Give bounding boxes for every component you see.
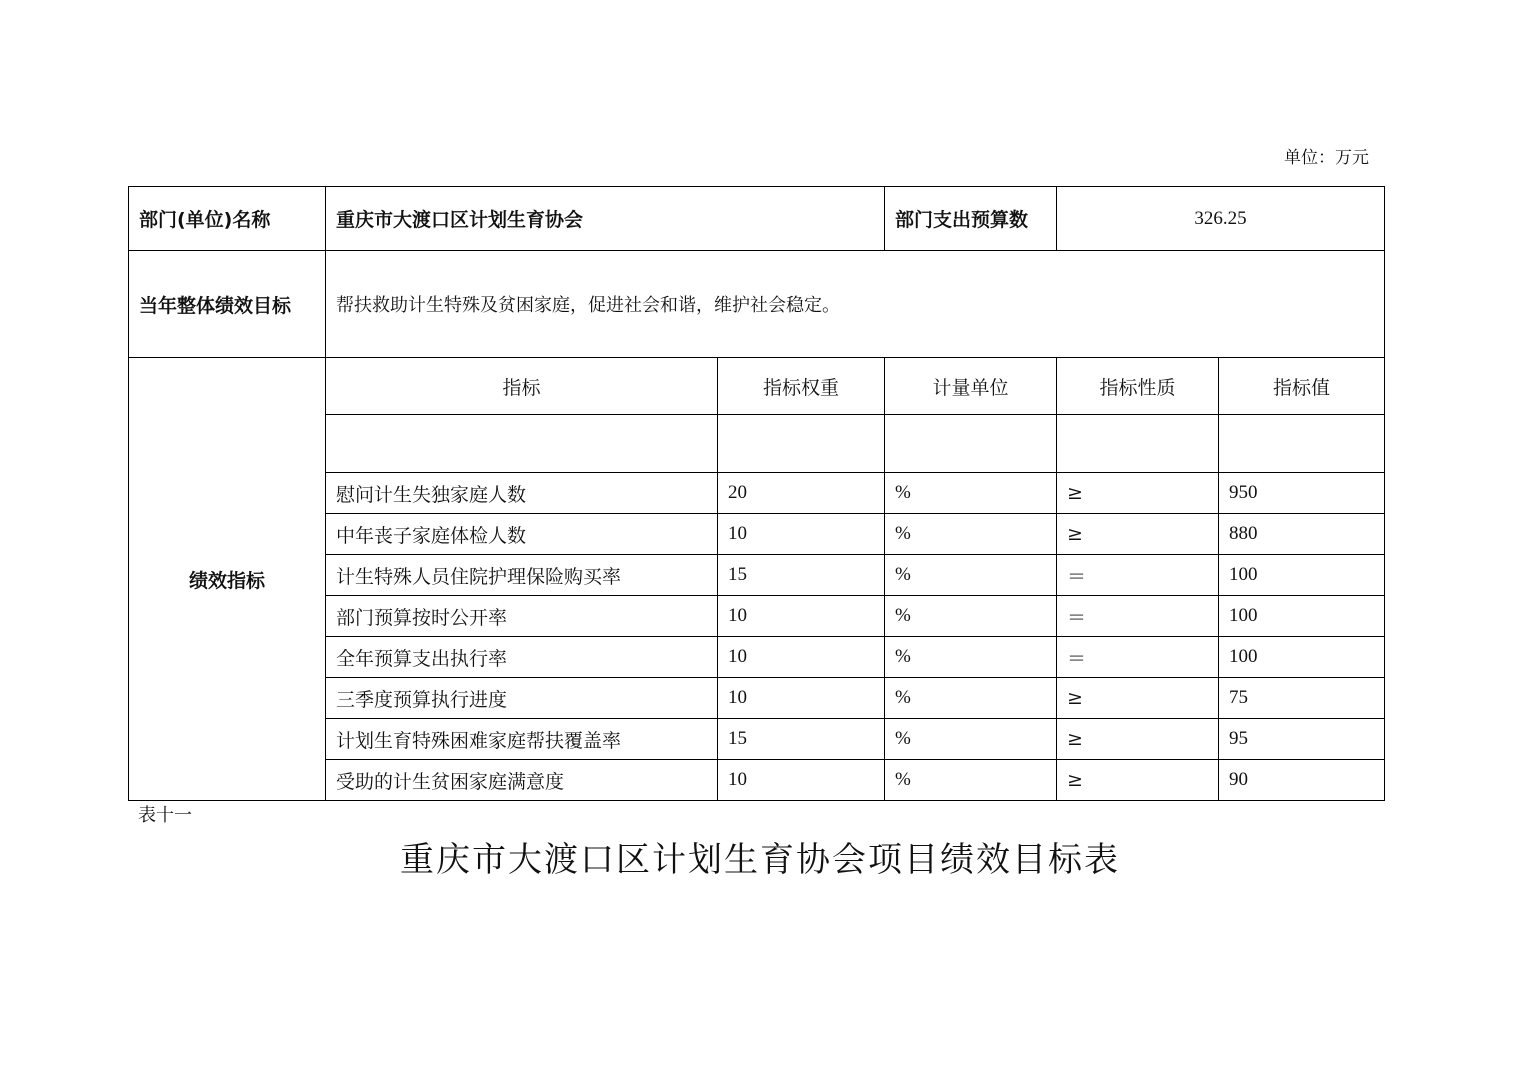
indicator-name: 受助的计生贫困家庭满意度 <box>326 760 718 801</box>
indicator-unit: % <box>885 514 1057 555</box>
indicator-nature: ＝ <box>1057 596 1219 637</box>
document-title: 重庆市大渡口区计划生育协会项目绩效目标表 <box>400 840 1120 880</box>
indicator-nature: ＝ <box>1057 555 1219 596</box>
indicator-value: 90 <box>1219 760 1385 801</box>
col-header-unit: 计量单位 <box>885 358 1057 415</box>
indicator-name: 部门预算按时公开率 <box>326 596 718 637</box>
empty-cell <box>326 415 718 473</box>
empty-cell <box>718 415 885 473</box>
empty-cell <box>1219 415 1385 473</box>
annual-goal-label: 当年整体绩效目标 <box>129 251 326 358</box>
dept-label: 部门(单位)名称 <box>129 187 326 251</box>
indicator-unit: % <box>885 719 1057 760</box>
indicator-value: 100 <box>1219 555 1385 596</box>
indicator-name: 中年丧子家庭体检人数 <box>326 514 718 555</box>
budget-label: 部门支出预算数 <box>885 187 1057 251</box>
indicator-nature: ≥ <box>1057 514 1219 555</box>
indicator-value: 100 <box>1219 596 1385 637</box>
col-header-value: 指标值 <box>1219 358 1385 415</box>
indicator-weight: 15 <box>718 719 885 760</box>
col-header-indicator: 指标 <box>326 358 718 415</box>
indicator-weight: 10 <box>718 637 885 678</box>
dept-row <box>129 187 1385 251</box>
indicator-unit: % <box>885 760 1057 801</box>
indicator-nature: ＝ <box>1057 637 1219 678</box>
budget-value: 326.25 <box>1057 187 1385 251</box>
indicator-value: 880 <box>1219 514 1385 555</box>
indicator-weight: 10 <box>718 678 885 719</box>
indicator-name: 慰问计生失独家庭人数 <box>326 473 718 514</box>
indicator-unit: % <box>885 678 1057 719</box>
indicator-section-label: 绩效指标 <box>129 358 326 801</box>
indicator-value: 950 <box>1219 473 1385 514</box>
indicator-unit: % <box>885 596 1057 637</box>
col-header-nature: 指标性质 <box>1057 358 1219 415</box>
unit-note: 单位：万元 <box>1284 148 1369 168</box>
indicator-nature: ≥ <box>1057 473 1219 514</box>
indicator-name: 全年预算支出执行率 <box>326 637 718 678</box>
indicator-weight: 15 <box>718 555 885 596</box>
indicator-unit: % <box>885 473 1057 514</box>
empty-cell <box>885 415 1057 473</box>
indicator-weight: 10 <box>718 760 885 801</box>
dept-name: 重庆市大渡口区计划生育协会 <box>326 187 885 251</box>
indicator-value: 100 <box>1219 637 1385 678</box>
indicator-header-row <box>129 358 1385 415</box>
indicator-nature: ≥ <box>1057 719 1219 760</box>
indicator-unit: % <box>885 637 1057 678</box>
indicator-name: 三季度预算执行进度 <box>326 678 718 719</box>
indicator-name: 计划生育特殊困难家庭帮扶覆盖率 <box>326 719 718 760</box>
annual-goal-row <box>129 251 1385 358</box>
indicator-weight: 20 <box>718 473 885 514</box>
performance-table <box>128 186 1385 801</box>
table-label: 表十一 <box>138 805 192 826</box>
annual-goal-text: 帮扶救助计生特殊及贫困家庭，促进社会和谐，维护社会稳定。 <box>326 251 1385 358</box>
indicator-value: 95 <box>1219 719 1385 760</box>
indicator-value: 75 <box>1219 678 1385 719</box>
indicator-nature: ≥ <box>1057 760 1219 801</box>
indicator-weight: 10 <box>718 596 885 637</box>
indicator-nature: ≥ <box>1057 678 1219 719</box>
col-header-weight: 指标权重 <box>718 358 885 415</box>
indicator-unit: % <box>885 555 1057 596</box>
indicator-weight: 10 <box>718 514 885 555</box>
empty-cell <box>1057 415 1219 473</box>
indicator-name: 计生特殊人员住院护理保险购买率 <box>326 555 718 596</box>
